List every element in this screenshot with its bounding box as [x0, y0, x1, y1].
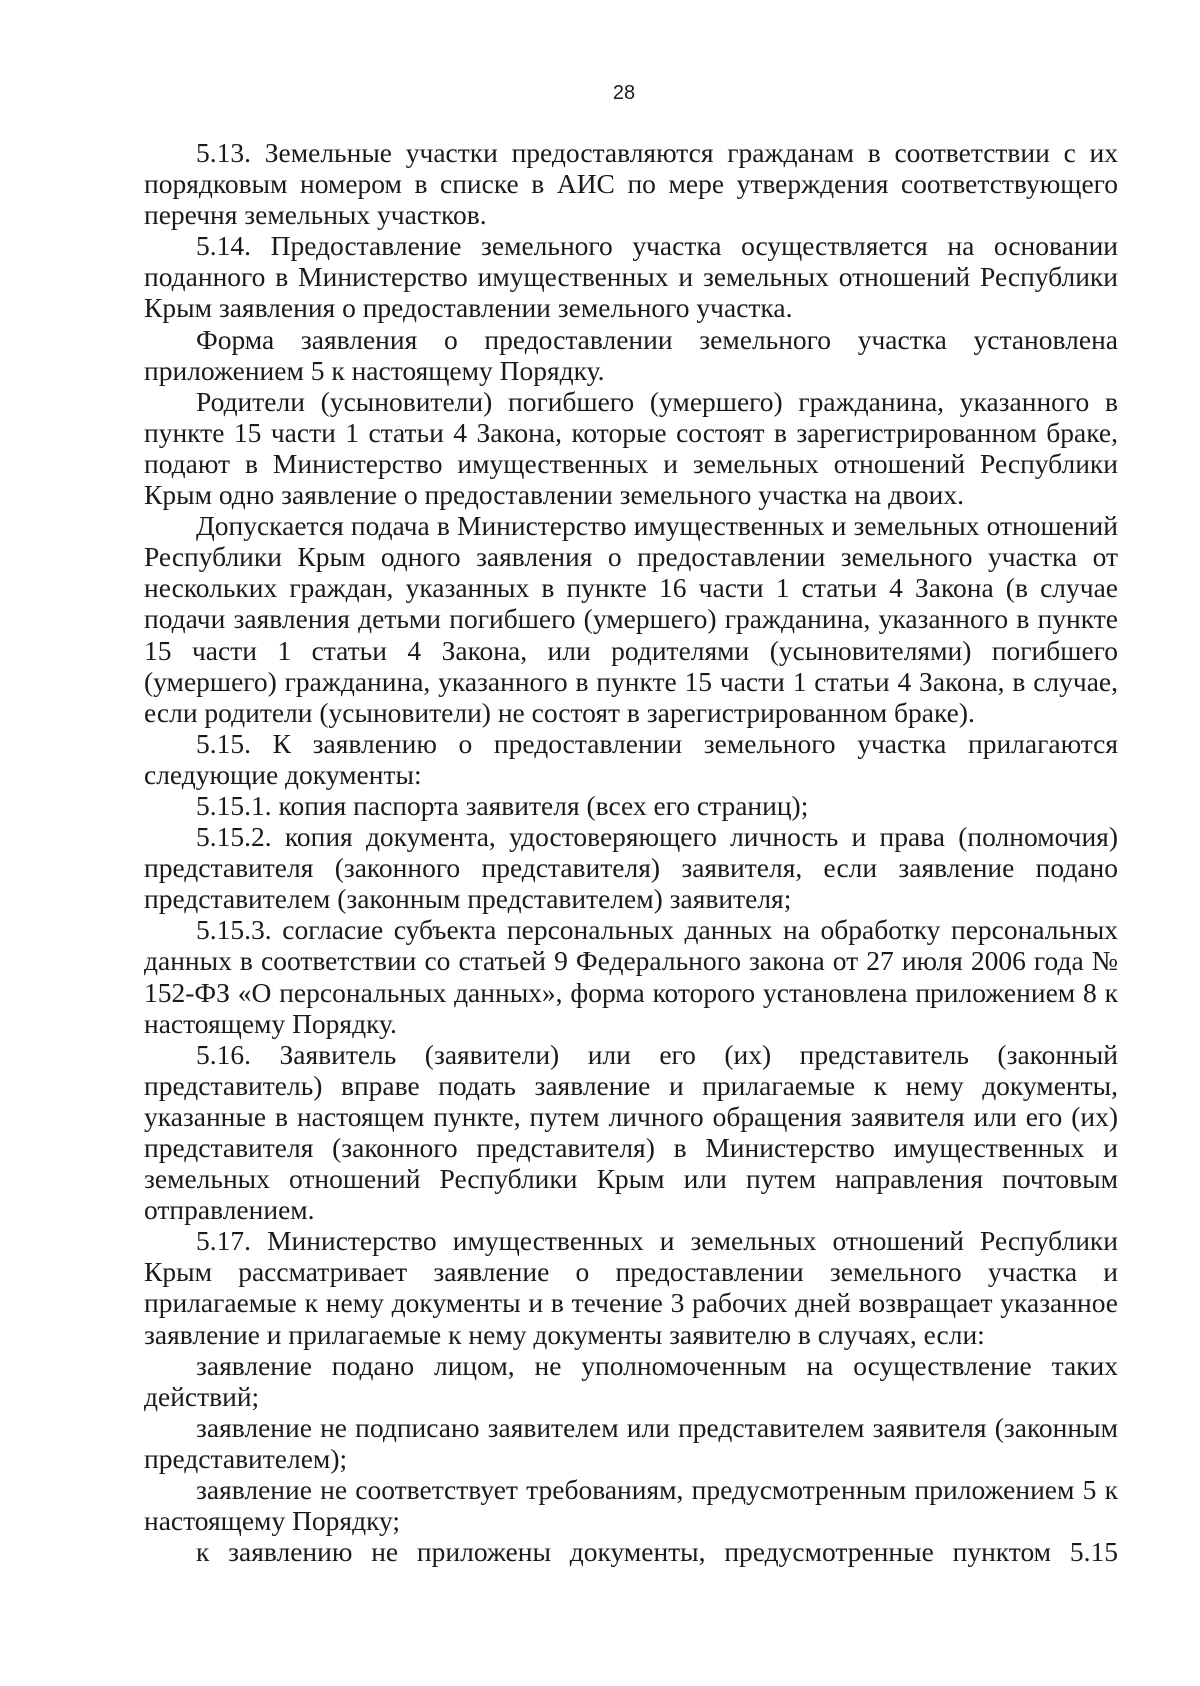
paragraph-5-16: 5.16. Заявитель (заявители) или его (их) представитель (законный представитель) вправе подать заявление и прилагаемые к нему документы, указанные в настоящем пункте, путем личного обращения заявителя или его (их) представителя (законного представителя) в Министерство имущественных и земельных отношений Республики Крым или путем направления почтовым отправлением.	[144, 1038, 1118, 1226]
page-number: 28	[612, 82, 636, 104]
list-item-unauthorized: заявление подано лицом, не уполномоченным на осуществление таких действий;	[144, 1349, 1118, 1412]
document-body	[144, 137, 1118, 1567]
list-item-noncompliant: заявление не соответствует требованиям, предусмотренным приложением 5 к настоящему Порядку;	[144, 1474, 1118, 1537]
paragraph-5-15-2: 5.15.2. копия документа, удостоверяющего личность и права (полномочия) представителя (законного представителя) заявителя, если заявление подано представителем (законным представителем) заявителя;	[144, 821, 1118, 915]
paragraph-parents: Родители (усыновители) погибшего (умершего) гражданина, указанного в пункте 15 части 1 статьи 4 Закона, которые состоят в зарегистрированном браке, подают в Министерство имущественных и земельных отношений Республики Крым одно заявление о предоставлении земельного участка на двоих.	[144, 385, 1118, 511]
paragraph-joint-application: Допускается подача в Министерство имущественных и земельных отношений Республики Крым одного заявления о предоставлении земельного участка от нескольких граждан, указанных в пункте 16 части 1 статьи 4 Закона (в случае подачи заявления детьми погибшего (умершего) гражданина, указанного в пункте 15 части 1 статьи 4 Закона, или родителями (усыновителями) погибшего (умершего) гражданина, указанного в пункте 15 части 1 статьи 4 Закона, в случае, если родители (усыновители) не состоят в зарегистрированном браке).	[144, 510, 1118, 728]
list-item-unsigned: заявление не подписано заявителем или представителем заявителя (законным представителем);	[144, 1411, 1118, 1474]
paragraph-5-15-1: 5.15.1. копия паспорта заявителя (всех его страниц);	[196, 789, 809, 821]
paragraph-5-13: 5.13. Земельные участки предоставляются гражданам в соответствии с их порядковым номером в списке в АИС по мере утверждения соответствующего перечня земельных участков.	[144, 137, 1118, 231]
paragraph-5-14: 5.14. Предоставление земельного участка осуществляется на основании поданного в Министерство имущественных и земельных отношений Республики Крым заявления о предоставлении земельного участка.	[144, 230, 1118, 324]
paragraph-application-form: Форма заявления о предоставлении земельного участка установлена приложением 5 к настоящему Порядку.	[144, 323, 1118, 386]
list-item-missing-documents: к заявлению не приложены документы, предусмотренные пунктом 5.15	[196, 1536, 1118, 1568]
paragraph-5-17: 5.17. Министерство имущественных и земельных отношений Республики Крым рассматривает заявление о предоставлении земельного участка и прилагаемые к нему документы и в течение 3 рабочих дней возвращает указанное заявление и прилагаемые к нему документы заявителю в случаях, если:	[144, 1225, 1118, 1350]
paragraph-5-15-3: 5.15.3. согласие субъекта персональных данных на обработку персональных данных в соответствии со статьей 9 Федерального закона от 27 июля 2006 года № 152-ФЗ «О персональных данных», форма которого установлена приложением 8 к настоящему Порядку.	[144, 914, 1118, 1039]
paragraph-5-15: 5.15. К заявлению о предоставлении земельного участка прилагаются следующие документы:	[144, 727, 1118, 790]
